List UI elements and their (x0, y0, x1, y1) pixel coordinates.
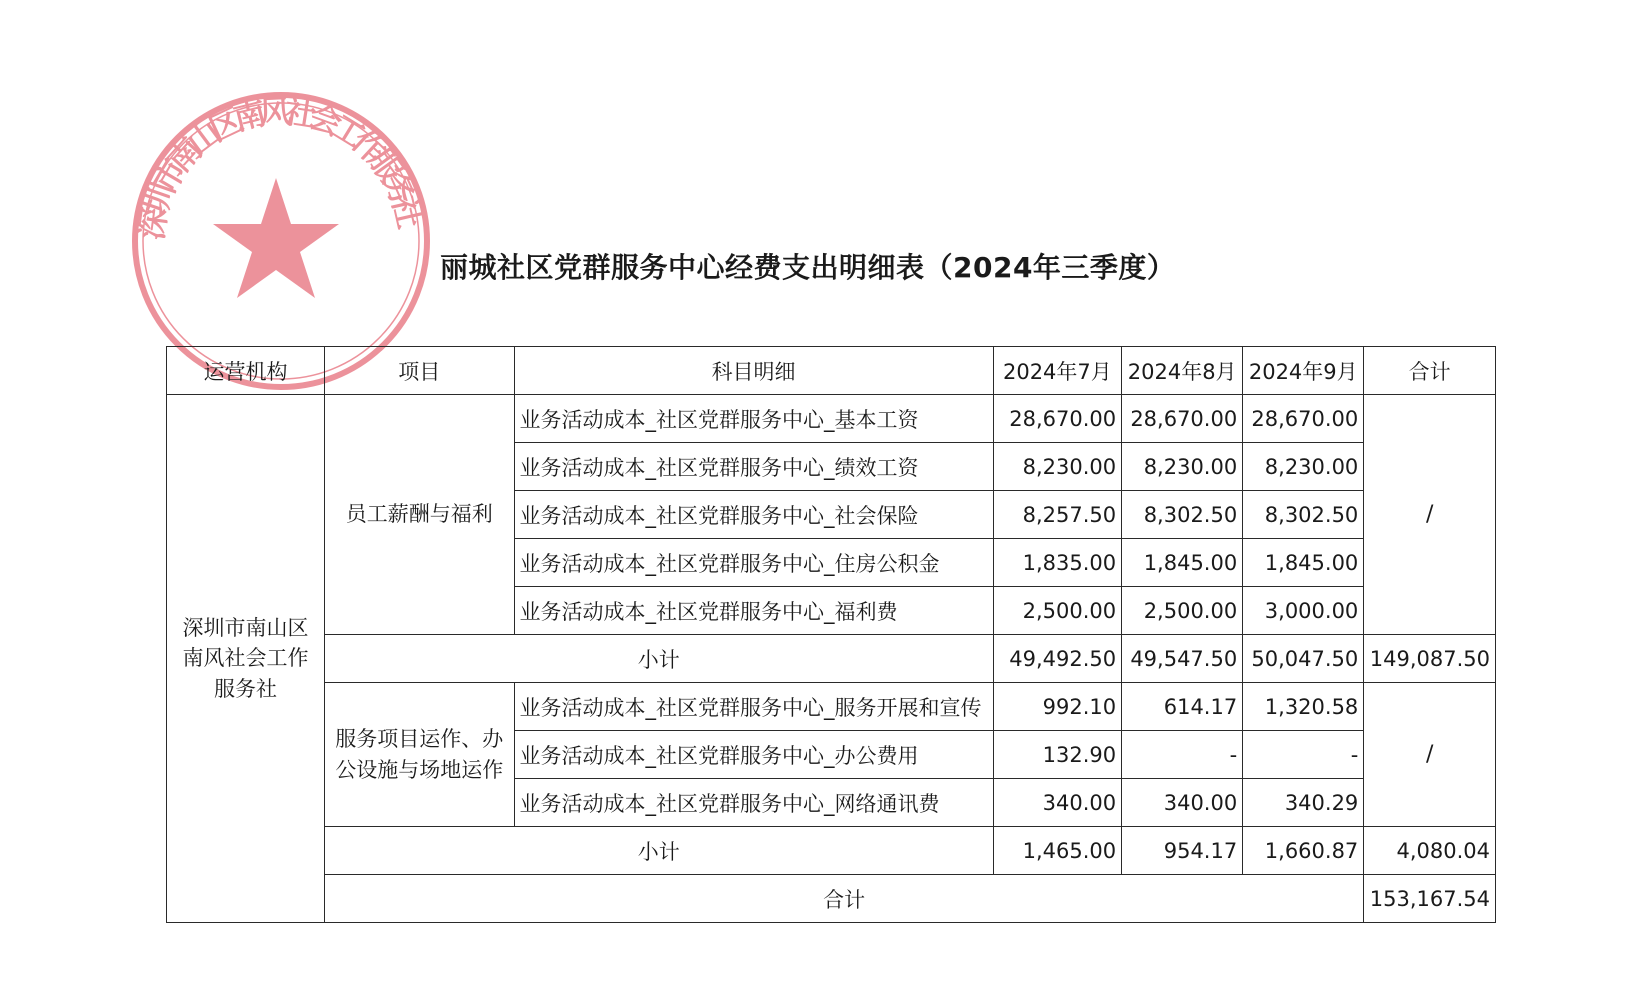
org-name-cell: 深圳市南山区南风社会工作服务社 (167, 395, 325, 923)
value-cell: 28,670.00 (1122, 395, 1243, 443)
detail-cell: 业务活动成本_社区党群服务中心_绩效工资 (514, 443, 993, 491)
header-month-1: 2024年7月 (993, 347, 1121, 395)
value-cell: 340.00 (993, 779, 1121, 827)
value-cell: - (1122, 731, 1243, 779)
detail-cell: 业务活动成本_社区党群服务中心_福利费 (514, 587, 993, 635)
page-title: 丽城社区党群服务中心经费支出明细表（2024年三季度） (440, 251, 1176, 284)
subtotal-value: 1,660.87 (1243, 827, 1364, 875)
category-cell: 员工薪酬与福利 (324, 395, 514, 635)
subtotal-value: 1,465.00 (993, 827, 1121, 875)
value-cell: 1,835.00 (993, 539, 1121, 587)
value-cell: 340.29 (1243, 779, 1364, 827)
value-cell: 28,670.00 (993, 395, 1121, 443)
value-cell: 614.17 (1122, 683, 1243, 731)
value-cell: 2,500.00 (993, 587, 1121, 635)
grand-total-row (167, 875, 1496, 923)
grand-total-label: 合计 (324, 875, 1363, 923)
value-cell: 3,000.00 (1243, 587, 1364, 635)
subtotal-label: 小计 (324, 635, 993, 683)
value-cell: 1,845.00 (1122, 539, 1243, 587)
detail-cell: 业务活动成本_社区党群服务中心_服务开展和宣传 (514, 683, 993, 731)
value-cell: 132.90 (993, 731, 1121, 779)
value-cell: 1,845.00 (1243, 539, 1364, 587)
value-cell: 340.00 (1122, 779, 1243, 827)
subtotal-row (167, 827, 1496, 875)
header-month-3: 2024年9月 (1243, 347, 1364, 395)
header-org: 运营机构 (167, 347, 325, 395)
value-cell: 8,302.50 (1243, 491, 1364, 539)
subtotal-value: 49,547.50 (1122, 635, 1243, 683)
value-cell: 8,230.00 (993, 443, 1121, 491)
total-placeholder-cell: / (1364, 683, 1496, 827)
detail-cell: 业务活动成本_社区党群服务中心_办公费用 (514, 731, 993, 779)
subtotal-row (167, 635, 1496, 683)
grand-total-value: 153,167.54 (1364, 875, 1496, 923)
detail-cell: 业务活动成本_社区党群服务中心_住房公积金 (514, 539, 993, 587)
subtotal-label: 小计 (324, 827, 993, 875)
subtotal-total: 149,087.50 (1364, 635, 1496, 683)
detail-cell: 业务活动成本_社区党群服务中心_基本工资 (514, 395, 993, 443)
category-cell: 服务项目运作、办公设施与场地运作 (324, 683, 514, 827)
value-cell: 8,302.50 (1122, 491, 1243, 539)
subtotal-value: 954.17 (1122, 827, 1243, 875)
header-row (167, 347, 1496, 395)
value-cell: 1,320.58 (1243, 683, 1364, 731)
value-cell: 992.10 (993, 683, 1121, 731)
value-cell: 8,230.00 (1243, 443, 1364, 491)
seal-text: 深圳市南山区南风社会工作服务社 (132, 92, 429, 243)
value-cell: 8,257.50 (993, 491, 1121, 539)
subtotal-value: 50,047.50 (1243, 635, 1364, 683)
total-placeholder-cell: / (1364, 395, 1496, 635)
expense-table (166, 346, 1496, 923)
table-row (167, 395, 1496, 443)
header-month-2: 2024年8月 (1122, 347, 1243, 395)
detail-cell: 业务活动成本_社区党群服务中心_网络通讯费 (514, 779, 993, 827)
header-category: 项目 (324, 347, 514, 395)
subtotal-total: 4,080.04 (1364, 827, 1496, 875)
detail-cell: 业务活动成本_社区党群服务中心_社会保险 (514, 491, 993, 539)
value-cell: - (1243, 731, 1364, 779)
header-total: 合计 (1364, 347, 1496, 395)
value-cell: 8,230.00 (1122, 443, 1243, 491)
value-cell: 2,500.00 (1122, 587, 1243, 635)
subtotal-value: 49,492.50 (993, 635, 1121, 683)
table-row (167, 683, 1496, 731)
header-detail: 科目明细 (514, 347, 993, 395)
value-cell: 28,670.00 (1243, 395, 1364, 443)
